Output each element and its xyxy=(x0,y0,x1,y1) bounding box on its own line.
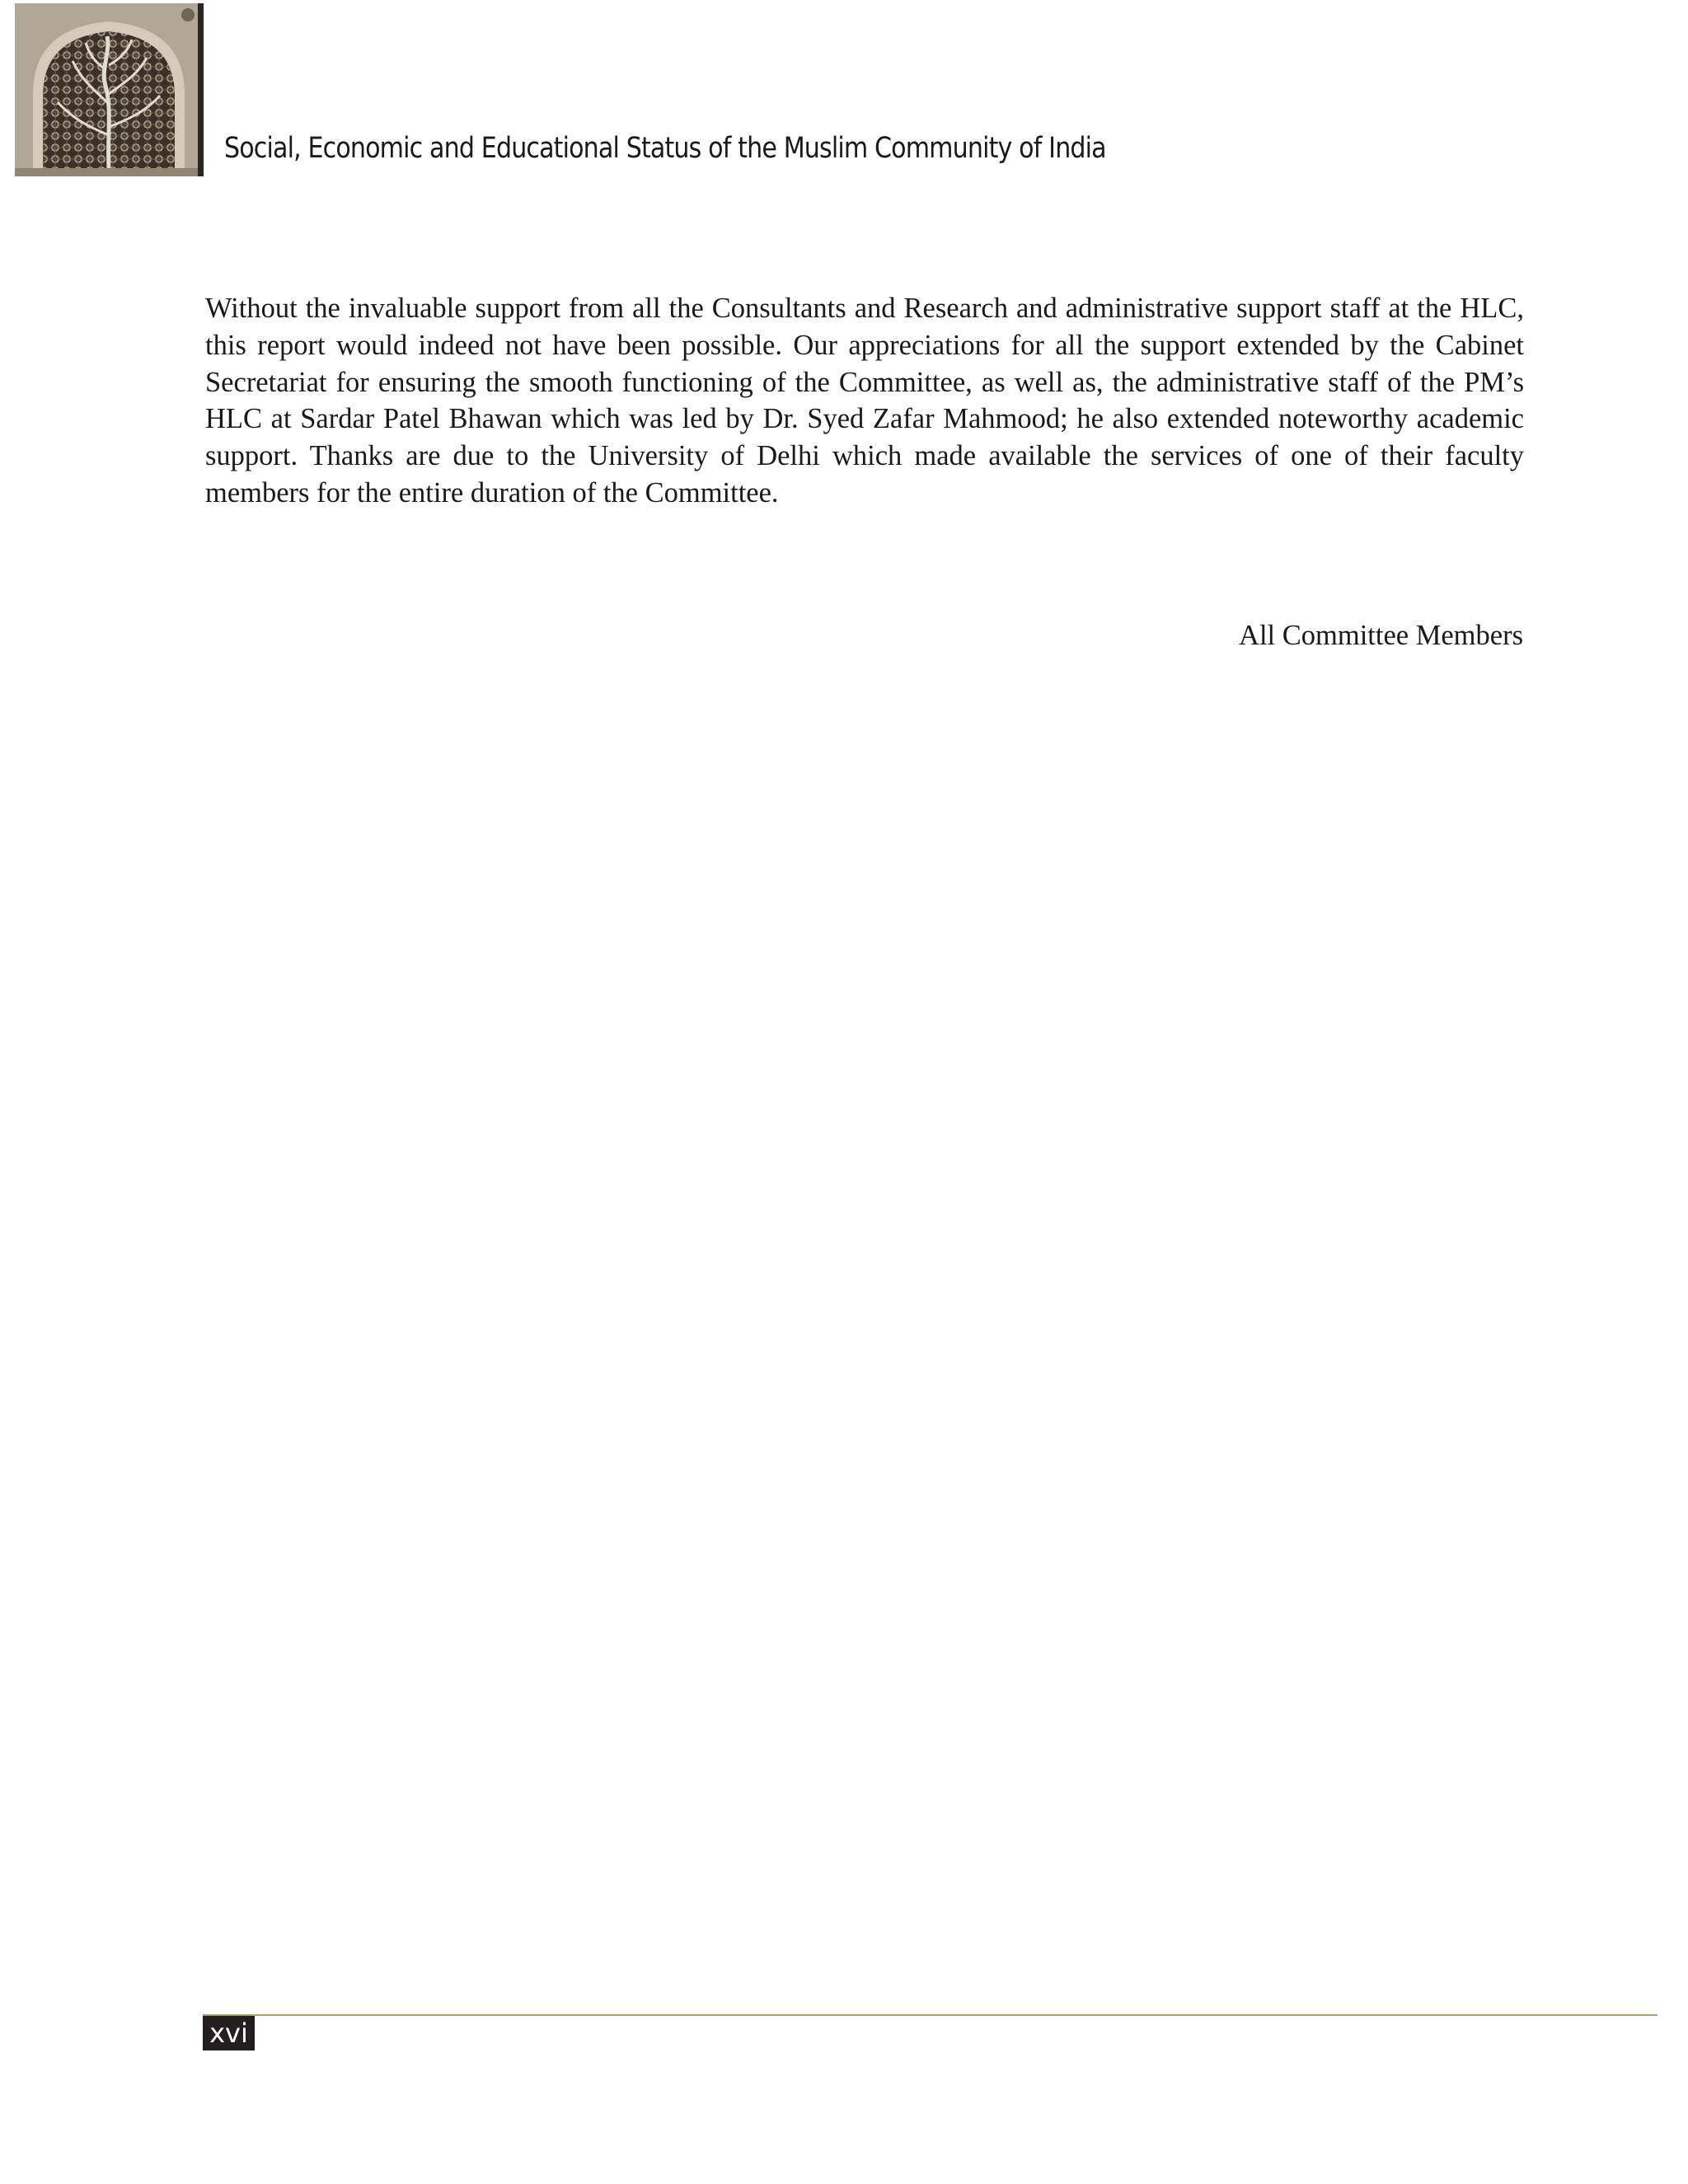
running-header-title: Social, Economic and Educational Status of the Muslim Community of India xyxy=(224,132,1106,165)
header-image-edge xyxy=(198,3,204,176)
signature-line: All Committee Members xyxy=(1239,620,1523,651)
footer-rule xyxy=(203,2014,1658,2016)
page-number-badge: xvi xyxy=(203,2016,255,2050)
header-arch-image xyxy=(15,3,203,176)
acknowledgement-paragraph: Without the invaluable support from all the Consultants and Research and administrative support staff at the HLC, this report would indeed not have been possible. Our appreciations for all the support extended by the Cabinet Secretariat for ensuring the smooth functioning of the Committee, as well as, the administrative staff of the PM’s HLC at Sardar Patel Bhawan which was led by Dr. Syed Zafar Mahmood; he also extended noteworthy academic support. Thanks are due to the University of Delhi which made available the services of one of their faculty members for the entire duration of the Committee. xyxy=(205,293,1524,509)
carved-stone-lattice-arch-icon xyxy=(15,3,203,176)
